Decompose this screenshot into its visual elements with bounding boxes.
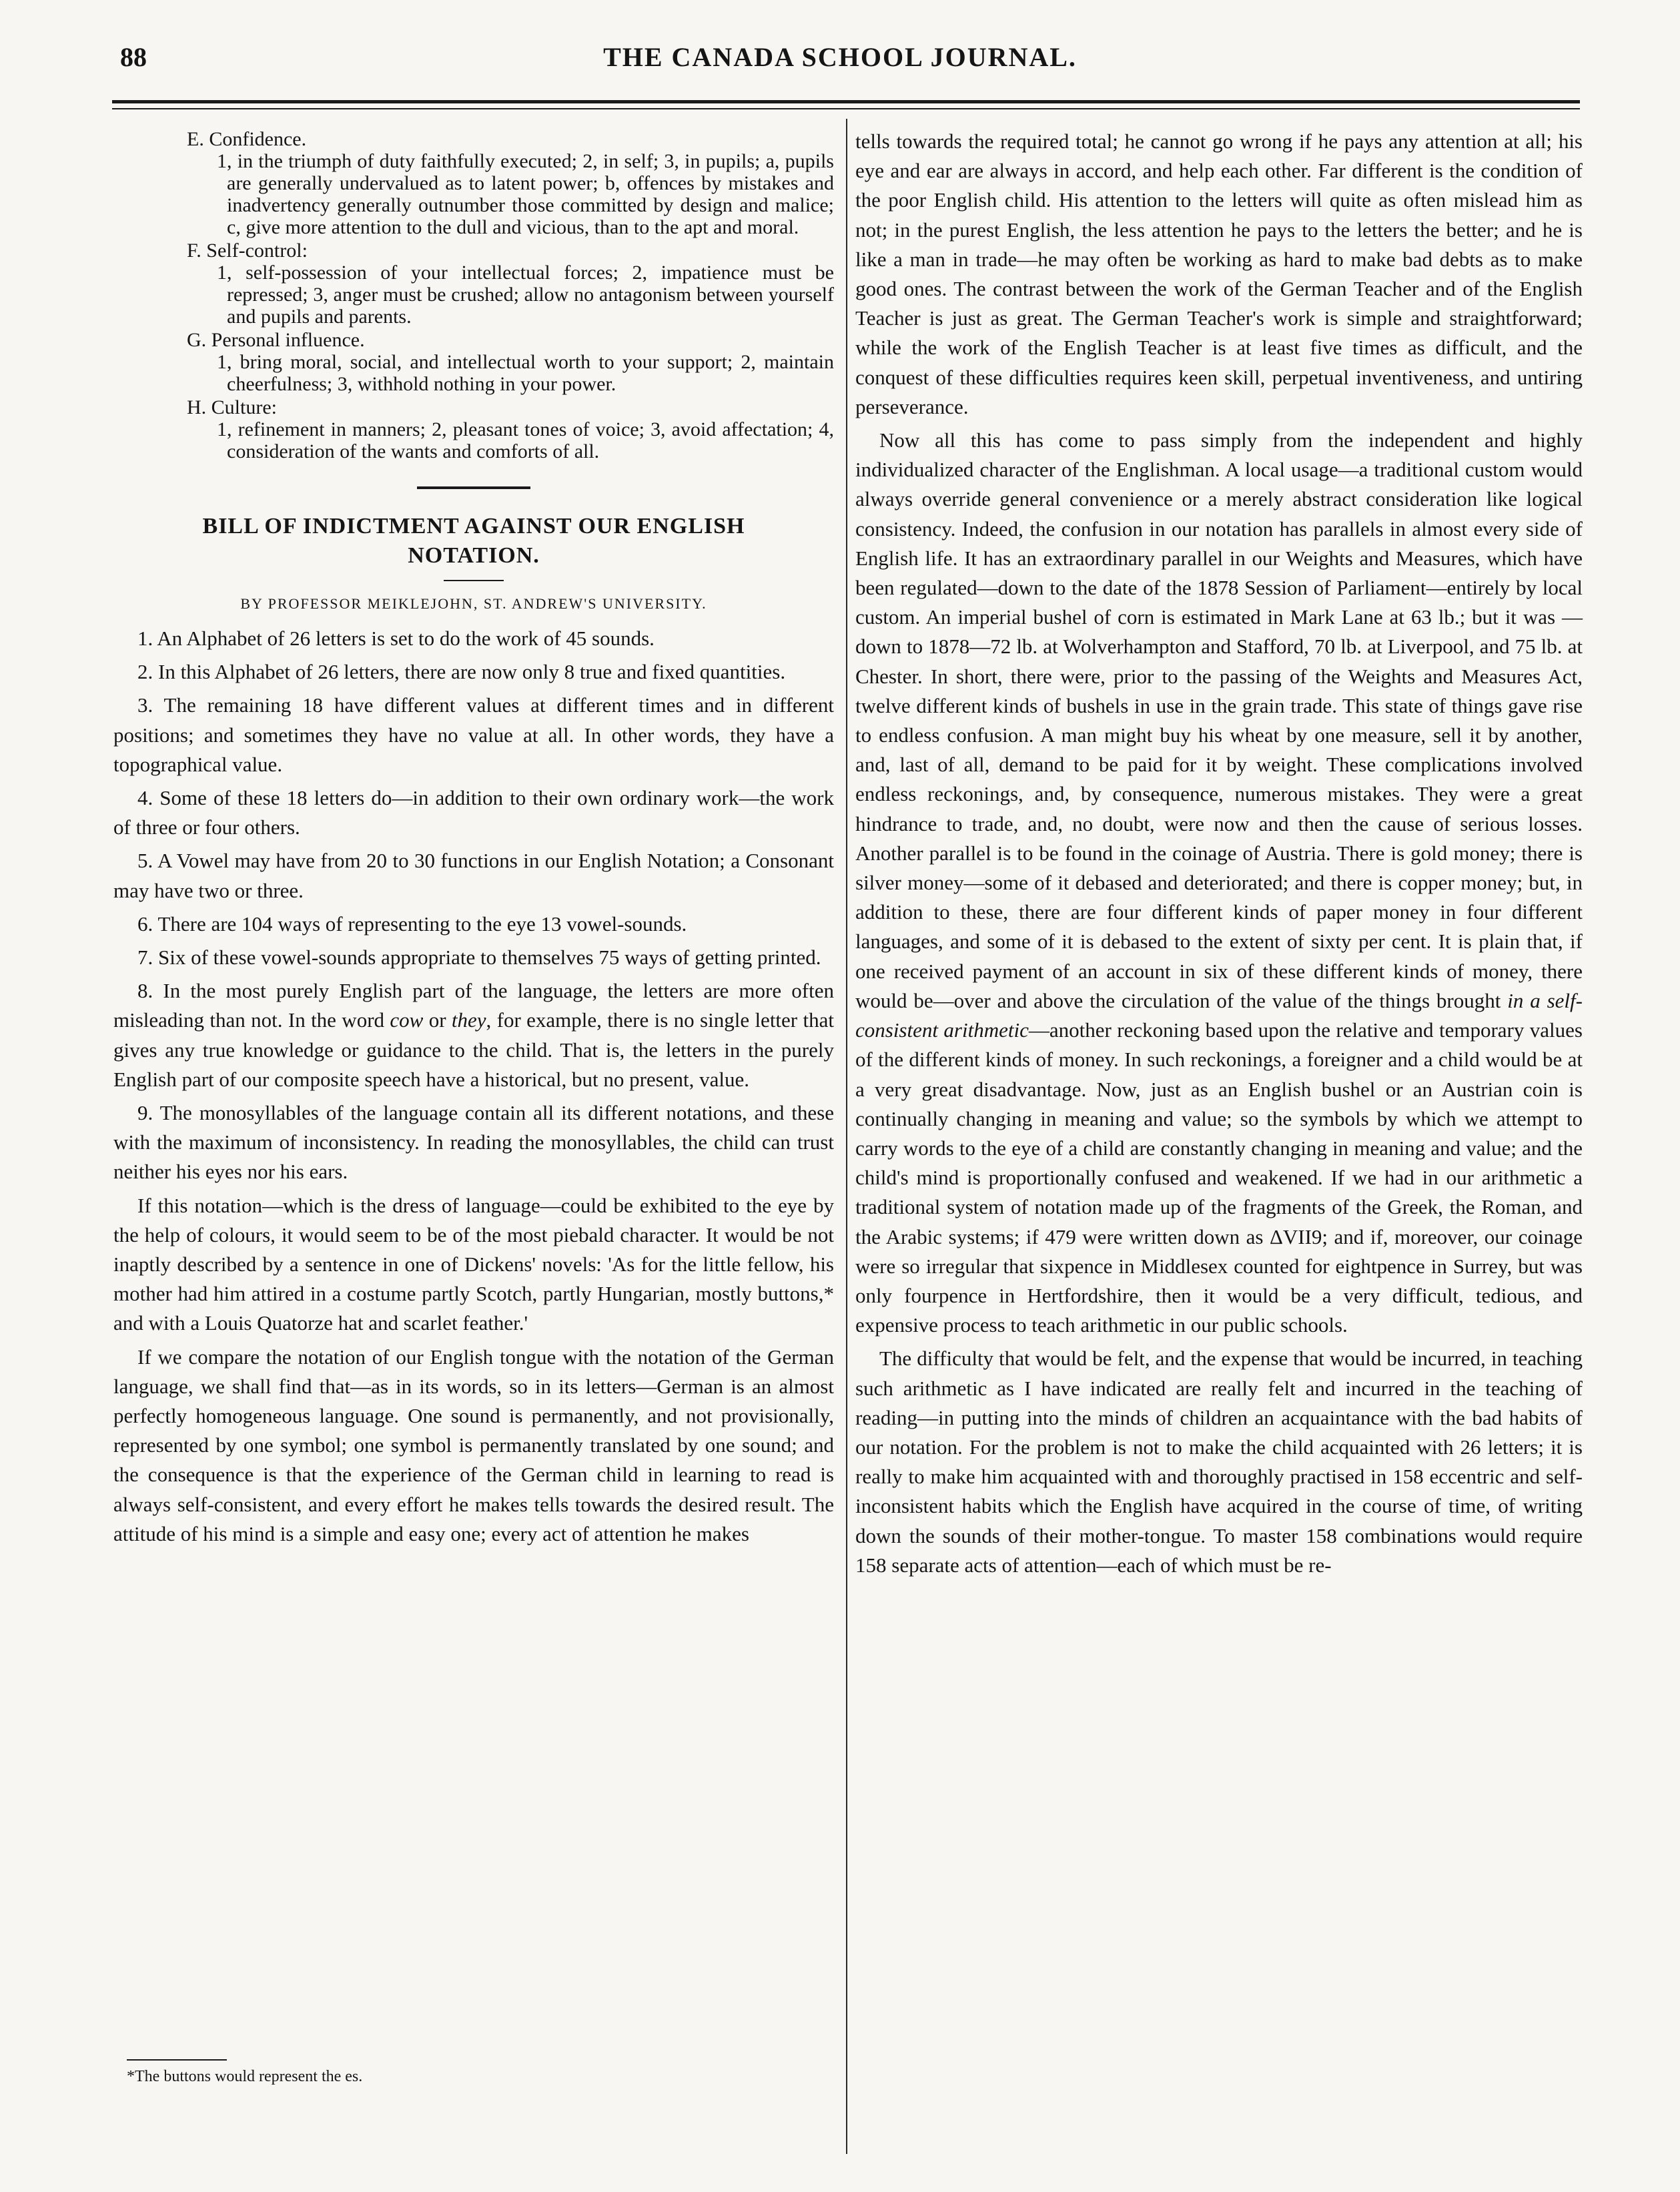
indictment-point: 2. In this Alphabet of 26 letters, there are now only 8 true and fixed quantities. [137, 660, 786, 684]
outline-list [113, 128, 834, 462]
footnote: *The buttons would represent the es. [127, 2068, 363, 2085]
outline-body: 1, refinement in manners; 2, pleasant tones of voice; 3, avoid affectation; 4, consideration of the wants and comforts of all. [217, 418, 834, 462]
text-run: —another reckoning based upon the relative and temporary values of the different kinds of money. In such reckonings, a foreigner and a child would be at a very great disadvantage. Now, just as an English bushel or an Austrian coin is continually changing in meaning and value; so the symbols by which we attempt to carry words to the eye of a child are constantly changing in meaning and value; and the child's mind is proportionally confused and weakened. If we had in our arithmetic a traditional system of notation made up of the fragments of the Greek, the Roman, and the Arabic systems; if 479 were written down as ΔVII9; and if, moreover, our coinage were so irregular that sixpence in Middlesex counted for eightpence in Surrey, but was only fourpence in Hertfordshire, then it would be a very difficult, tedious, and expensive process to teach arithmetic in our public schools. [855, 1018, 1583, 1337]
header-rule-thin [112, 108, 1580, 109]
section-separator [417, 486, 530, 489]
indictment-point: 7. Six of these vowel-sounds appropriate to themselves 75 ways of getting printed. [137, 946, 821, 970]
page-number: 88 [120, 42, 147, 72]
outline-heading: F. Self-control: [187, 240, 308, 262]
article-title: BILL OF INDICTMENT AGAINST OUR ENGLISH NOTATION. [202, 514, 745, 568]
indictment-point-8 [113, 976, 834, 1094]
body-paragraph [855, 426, 1583, 1340]
outline-heading: E. Confidence. [187, 128, 307, 150]
article-byline: BY PROFESSOR MEIKLEJOHN, ST. ANDREW'S UNIVERSITY. [240, 595, 707, 612]
indictment-point: 9. The monosyllables of the language contain all its different notations, and these with the maximum of inconsistency. In reading the monosyllables, the child can trust neither his eyes nor his ears. [113, 1101, 834, 1184]
indictment-point: 1. An Alphabet of 26 letters is set to do the work of 45 sounds. [137, 627, 655, 650]
running-head: THE CANADA SCHOOL JOURNAL. [603, 42, 1077, 72]
column-divider [846, 119, 847, 2154]
body-paragraph: If this notation—which is the dress of language—could be exhibited to the eye by the help of colours, it would seem to be of the most piebald character. It would be not inaptly described by a sentence in one of Dickens' novels: 'As for the little fellow, his mother had him attired in a costume partly Scotch, partly Hungarian, mostly buttons,* and with a Louis Quatorze hat and scarlet feather.' [113, 1193, 834, 1335]
text-run: Now all this has come to pass simply from the independent and highly individualized character of the Englishman. A local usage—a traditional custom would always override general convenience or a merely abstract consideration like logical consistency. Indeed, the confusion in our notation has parallels in almost every side of English life. It has an extraordinary parallel in our Weights and Measures, which have been regulated—down to the date of the 1878 Session of Parliament—entirely by local custom. An imperial bushel of corn is estimated in Mark Lane at 63 lb.; but it was —down to 1878—72 lb. at Wolverhampton and Stafford, 70 lb. at Liverpool, and 75 lb. at Chester. In short, there were, prior to the passing of the Weights and Measures Act, twelve different kinds of bushels in use in the grain trade. This state of things gave rise to endless confusion. A man might buy his wheat by one measure, sell it by another, and, last of all, demand to be paid for it by weight. These complications involved endless reckonings, and, by consequence, numerous mistakes. They were a great hindrance to trade, and, no doubt, were now and then the cause of serious losses. Another parallel is to be found in the coinage of Austria. There is gold money; there is silver money—some of it debased and deteriorated; and there is copper money; but, in addition to these, there are four different kinds of paper money in four different languages, and some of it is debased to the extent of sixty per cent. It is plain that, if one received payment of an account in six of these different kinds of money, there would be—over and above the circulation of the value of the things brought [855, 428, 1583, 1012]
header-rule-thick [112, 100, 1580, 103]
text-run: 8. In the most purely English part of the language, the letters are more often misleading than not. In the word [113, 979, 834, 1032]
outline-body: 1, self-possession of your intellectual forces; 2, impatience must be repressed; 3, anger must be crushed; allow no antagonism between yourself and pupils and parents. [217, 262, 834, 328]
title-rule [444, 580, 504, 581]
italic-word: they [451, 1008, 486, 1032]
body-paragraph: tells towards the required total; he cannot go wrong if he pays any attention at all; his eye and ear are always in accord, and help each other. Far different is the condition of the poor English child. His attention to the letters will quite as often mislead him as not; in the purest English, the less attention he pays to the letters the better; and he is like a man in trade—he may often be working as hard to make bad debts as to make good ones. The contrast between the work of the German Teacher and of the English Teacher is just as great. The German Teacher's work is simple and straightforward; while the work of the English Teacher is at least five times as difficult, and the conquest of these difficulties requires keen skill, perpetual inventiveness, and untiring perseverance. [855, 129, 1583, 418]
left-column [113, 127, 834, 1553]
outline-heading: H. Culture: [187, 396, 277, 418]
outline-heading: G. Personal influence. [187, 329, 365, 351]
indictment-point: 6. There are 104 ways of representing to the eye 13 vowel-sounds. [137, 911, 687, 936]
text-run: or [423, 1008, 452, 1032]
italic-phrase: in a self-consistent arithmetic [855, 988, 1583, 1042]
right-column [855, 127, 1583, 1584]
body-paragraph: The difficulty that would be felt, and the expense that would be incurred, in teaching such arithmetic as I have indicated are really felt and incurred in the teaching of reading—in putting into the minds of children an acquaintance with the bad habits of our notation. For the problem is not to make the child acquainted with 26 letters; it is really to make him acquainted with and thoroughly practised in 158 eccentric and self-inconsistent habits which the English have acquired in the course of time, of writing down the sounds of their mother-tongue. To master 158 combinations would require 158 separate acts of attention—each of which must be re- [855, 1347, 1583, 1577]
text-run: , for example, there is no single letter that gives any true knowledge or guidance to the child. That is, the letters in the purely English part of our composite speech have a historical, but no present, value. [113, 1008, 834, 1091]
indictment-point: 5. A Vowel may have from 20 to 30 functions in our English Notation; a Consonant may have two or three. [113, 849, 834, 902]
indictment-point: 4. Some of these 18 letters do—in addition to their own ordinary work—the work of three or four others. [113, 786, 834, 839]
body-paragraph: If we compare the notation of our English tongue with the notation of the German language, we shall find that—as in its words, so in its letters—German is an almost perfectly homogeneous language. One sound is permanently, and not provisionally, represented by one symbol; one symbol is permanently translated by one sound; and the consequence is that the experience of the German child in learning to read is always self-consistent, and every effort he makes tells towards the desired result. The attitude of his mind is a simple and easy one; every act of attention he makes [113, 1345, 834, 1545]
indictment-point: 3. The remaining 18 have different values at different times and in different positions; and sometimes they have no value at all. In other words, they have a topographical value. [113, 693, 834, 776]
outline-body: 1, in the triumph of duty faithfully executed; 2, in self; 3, in pupils; a, pupils are generally undervalued as to latent power; b, offences by mistakes and inadvertency generally outnumber those committed by design and malice; c, give more attention to the dull and vicious, than to the apt and moral. [217, 150, 834, 238]
italic-word: cow [390, 1008, 424, 1032]
footnote-rule [127, 2059, 227, 2061]
outline-body: 1, bring moral, social, and intellectual worth to your support; 2, maintain cheerfulness; 3, withhold nothing in your power. [217, 351, 834, 395]
